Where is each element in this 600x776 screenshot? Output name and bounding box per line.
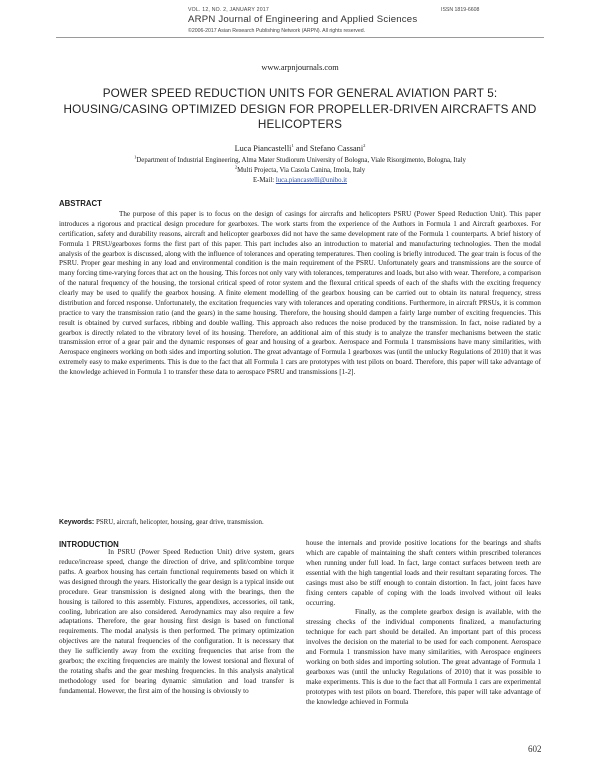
affiliation-1 xyxy=(0,154,600,164)
affiliation-1-sup: 1 xyxy=(134,154,137,160)
issn: ISSN 1819-6608 xyxy=(441,7,480,13)
abstract-body: The purpose of this paper is to focus on the design of casings for aircrafts and helicopters PSRU (Power Speed Reduction Unit). This paper introduces a rigorous and practical design procedure for gearboxes. The work starts from the experience of the Authors in Formula 1 and Aircraft gearboxes. For certification, safety and durability reasons, aircraft and helicopter gearboxes did not have the same development rate of the Formula 1 counterparts. A brief history of Formula 1 PRSU/gearboxes forms the first part of this paper. This part includes also an introduction to material and manufacturing technologies. Then the modal analysis of the gearbox is discussed, along with the influence of tolerances and operating temperatures. Then cooling is briefly introduced. The gear train is focus of the PSRU. Proper gear meshing in any load and environmental condition is the main requirement of the PSRU. Unfortunately gears and transmissions are the source of many forcing time-varying forces that act on the housing. This forces not only vary with tolerances, temperatures and loads, but also with wear. Therefore, a comparison of the natural frequency of the housing, the torsional critical speed of rotor system and the flexural critical speeds of each of the shafts with the exciting frequency clearly may be used to qualify the gearbox housing. A finite element modelling of the gearbox housing can be carried out to obtain its natural frequency, stress distribution and forced response. Unfortunately, the excitation frequencies vary with tolerances and operating conditions. Furthermore, in aircraft PRSUs, it is common practice to vary the transmission ratio (and the gears) in the same housing. Therefore, the housing should dampen a fairly large number of exciting frequencies. This result is obtained by curved surfaces, ribbing and double walling. This approach also reduces the noise produced by the transmission. In fact, noise radiated by a gearbox is directly related to the vibratory level of its housing. Therefore, an additional aim of this study is to analyze the transfer mechanisms between the static transmission error of a gear pair and the dynamic responses of gear and housing of a gearbox. Aerospace and Formula 1 transmissions have many similarities, with Aerospace engineers working on both sides and importing solution. The great advantage of Formula 1 gearboxes was (until the unlucky Regulations of 2010) that it was extremely easy to make experiments. This is due to the fact that all Formula 1 cars are prototypes with test pilots on board. Therefore, this paper will take advantage of the knowledge achieved in Formula 1 to transfer these data to aerospace PSRU and transmissions [1-2]. xyxy=(59,210,541,376)
affiliation-2-text: Multi Projecta, Via Casola Canina, Imola, Italy xyxy=(237,167,366,174)
keywords-label: Keywords: xyxy=(59,519,95,526)
keywords-text: PSRU, aircraft, helicopter, housing, gear drive, transmission. xyxy=(94,519,264,526)
introduction-heading: INTRODUCTION xyxy=(59,540,119,549)
paper-title: POWER SPEED REDUCTION UNITS FOR GENERAL AVIATION PART 5: HOUSING/CASING OPTIMIZED DESIGN FOR PROPELLER-DRIVEN AIRCRAFTS AND HELICOPTERS xyxy=(63,87,537,132)
journal-url: www.arpnjournals.com xyxy=(261,63,339,72)
introduction-column-1: In PSRU (Power Speed Reduction Unit) drive system, gears reduce/increase speed, change the direction of drive, and split/combine torque paths. A gearbox housing has certain functional requirements based on which it was designed through the years. Historically the gear design is a typical inside out procedure. Gear transmission is designed along with the bearings, then the housing is tailored to this assembly. Fixtures, appendixes, accessories, oil tank, cooling, lubrication are also considered. Aerodynamics may also require a few adaptations. Therefore, the gear housing first design is based on functional requirements. The modal analysis is then performed. The primary optimization objectives are the natural frequencies of the configuration. It is necessary that they lie sufficiently away from the exciting frequencies that arise from the gearbox; the exciting frequencies are mainly the lowest torsional and flexural of the rotating shafts and the gear meshing frequencies. In this analysis analytical methodology used for bearing dynamic simulation and load transfer is fundamental. However, the first aim of the housing is obviously to xyxy=(59,548,294,695)
email-line xyxy=(0,177,600,184)
introduction-paragraph-2: house the internals and provide positive locations for the bearings and shafts which are capable of maintaining the shaft centers within prescribed tolerances when running under full load. In fact, large contact surfaces between teeth are essential with the high tangential loads and their resultant separating forces. The casings must also be stiff enough to contain distortion. In fact, joint faces have fixing centers capable of coping with the loads involved without oil leaks occurring. xyxy=(306,539,541,607)
author-1-sup: 1 xyxy=(291,143,294,149)
author-2: and Stefano Cassani xyxy=(293,144,364,153)
journal-name: ARPN Journal of Engineering and Applied Sciences xyxy=(188,14,418,25)
page-number: 602 xyxy=(528,744,542,754)
author-2-sup: 2 xyxy=(363,143,366,149)
volume-line: VOL. 12, NO. 2, JANUARY 2017 xyxy=(188,7,269,13)
affiliation-2 xyxy=(0,164,600,174)
author-line xyxy=(0,144,600,153)
author-1: Luca Piancastelli xyxy=(234,144,292,153)
abstract-heading: ABSTRACT xyxy=(59,199,102,208)
email-link[interactable]: luca.piancastelli@unibo.it xyxy=(275,177,348,184)
header-rule xyxy=(56,37,544,38)
affiliation-2-sup: 2 xyxy=(234,164,238,170)
introduction-paragraph-3: Finally, as the complete gearbox design is available, with the stressing checks of the individual components finalized, a manufacturing technique for each part should be detailed. An important part of this process involves the decision on the material to be used for each component. Aerospace and Formula 1 transmission have many similarities, with Aerospace engineers working on both sides and importing solution. The great advantage of Formula 1 gearboxes was (until the unlucky Regulations of 2010) that it was possible to make experiments. This is due to the fact that all Formula 1 cars are experimental prototypes with test pilots on board. Therefore, this paper will take advantage of the knowledge achieved in Formula xyxy=(306,608,541,706)
introduction-column-2 xyxy=(306,539,541,708)
email-label: E-Mail: xyxy=(252,177,276,184)
affiliation-1-text: Department of Industrial Engineering, Alma Mater Studiorum University of Bologna, Viale Risorgimento, Bologna, Italy xyxy=(136,157,466,164)
keywords-line xyxy=(59,519,541,526)
copyright-line: ©2006-2017 Asian Research Publishing Network (ARPN). All rights reserved. xyxy=(188,28,366,34)
